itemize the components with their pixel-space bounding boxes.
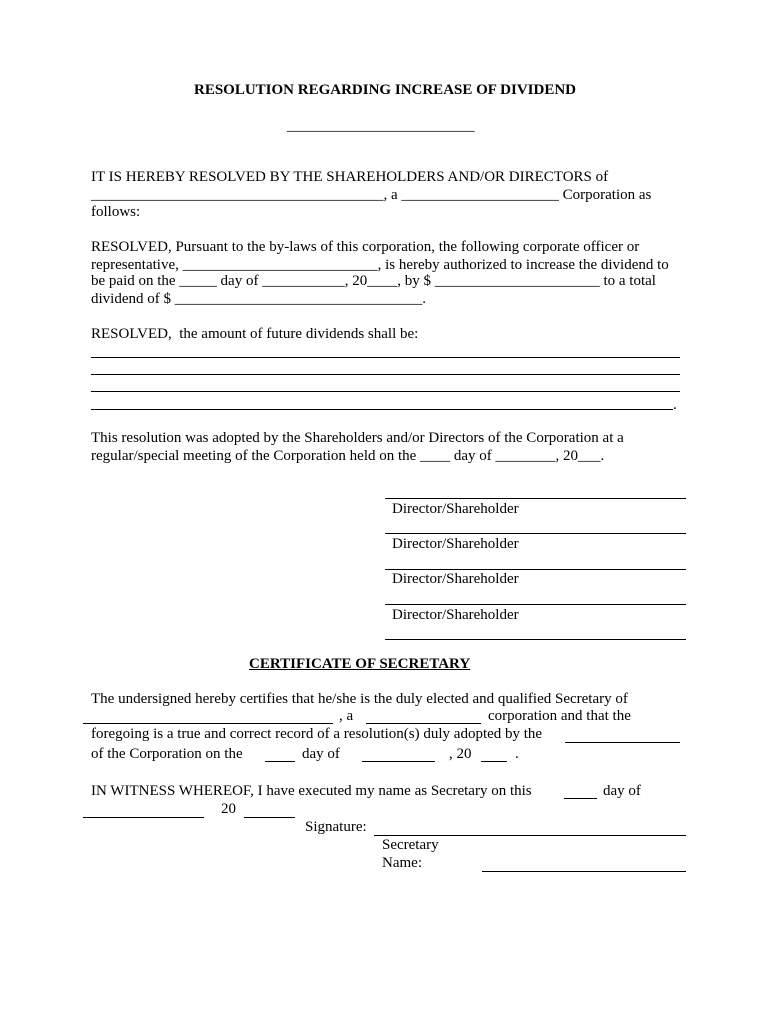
witness-day-blank[interactable] (564, 798, 597, 799)
secretary-signature-blank[interactable] (374, 835, 686, 836)
adoption-line-2: regular/special meeting of the Corporation held on the ____ day of ________, 20___. (91, 448, 605, 464)
resolved1-line-1: RESOLVED, Pursuant to the by-laws of this corporation, the following corporate officer or (91, 239, 640, 255)
title-blank-line: _________________________ (287, 118, 475, 134)
certificate-name-blank[interactable] (83, 723, 333, 724)
intro-line-1: IT IS HEREBY RESOLVED BY THE SHAREHOLDERS AND/OR DIRECTORS of (91, 169, 609, 185)
document-title: RESOLUTION REGARDING INCREASE OF DIVIDEND (193, 82, 576, 98)
witness-year-blank[interactable] (244, 817, 295, 818)
certificate-line-4d: . (515, 746, 519, 762)
certificate-line-1: The undersigned hereby certifies that he/she is the duly elected and qualified Secretary of (91, 691, 628, 707)
secretary-label: Secretary (382, 837, 439, 853)
resolved2-line-1: RESOLVED, the amount of future dividends shall be: (91, 326, 419, 342)
intro-line-2: _______________________________________, a _____________________ Corporation as (91, 187, 652, 203)
certificate-state-blank[interactable] (366, 723, 481, 724)
future-dividends-blank-4[interactable] (91, 409, 673, 410)
certificate-year-blank[interactable] (481, 761, 507, 762)
future-dividends-blank-2[interactable] (91, 374, 680, 375)
adoption-line-1: This resolution was adopted by the Shareholders and/or Directors of the Corporation at a (91, 430, 624, 446)
certificate-adopted-by-blank[interactable] (565, 742, 680, 743)
witness-year-prefix: 20 (221, 801, 236, 817)
secretary-name-blank[interactable] (482, 871, 686, 872)
intro-line-3: follows: (91, 204, 141, 220)
certificate-line-2a: , a (339, 708, 354, 724)
signature-line-4[interactable] (385, 604, 686, 605)
certificate-line-3: foregoing is a true and correct record of a resolution(s) duly adopted by the (91, 726, 543, 742)
signature-field-label: Signature: (305, 819, 367, 835)
signature-label-3: Director/Shareholder (392, 571, 519, 587)
resolved1-line-2: representative, __________________________, is hereby authorized to increase the dividend to (91, 257, 669, 273)
certificate-line-4c: , 20 (449, 746, 472, 762)
resolved1-line-3: be paid on the _____ day of ___________, 20____, by $ ______________________ to a total (91, 273, 656, 289)
signature-label-2: Director/Shareholder (392, 536, 519, 552)
certificate-month-blank[interactable] (362, 761, 435, 762)
future-dividends-period: . (673, 397, 677, 413)
signature-line-5[interactable] (385, 639, 686, 640)
certificate-line-4b: day of (302, 746, 340, 762)
signature-label-1: Director/Shareholder (392, 501, 519, 517)
witness-line-a: IN WITNESS WHEREOF, I have executed my name as Secretary on this (91, 783, 532, 799)
certificate-line-2b: corporation and that the (488, 708, 631, 724)
name-label: Name: (382, 855, 422, 871)
witness-line-b: day of (603, 783, 641, 799)
signature-line-1[interactable] (385, 498, 686, 499)
certificate-heading: CERTIFICATE OF SECRETARY (249, 656, 471, 672)
future-dividends-blank-3[interactable] (91, 391, 680, 392)
resolved1-line-4: dividend of $ _________________________________. (91, 291, 426, 307)
future-dividends-blank-1[interactable] (91, 357, 680, 358)
certificate-day-blank[interactable] (265, 761, 295, 762)
certificate-line-4a: of the Corporation on the (91, 746, 243, 762)
signature-line-2[interactable] (385, 533, 686, 534)
signature-line-3[interactable] (385, 569, 686, 570)
witness-month-blank[interactable] (83, 817, 204, 818)
signature-label-4: Director/Shareholder (392, 607, 519, 623)
